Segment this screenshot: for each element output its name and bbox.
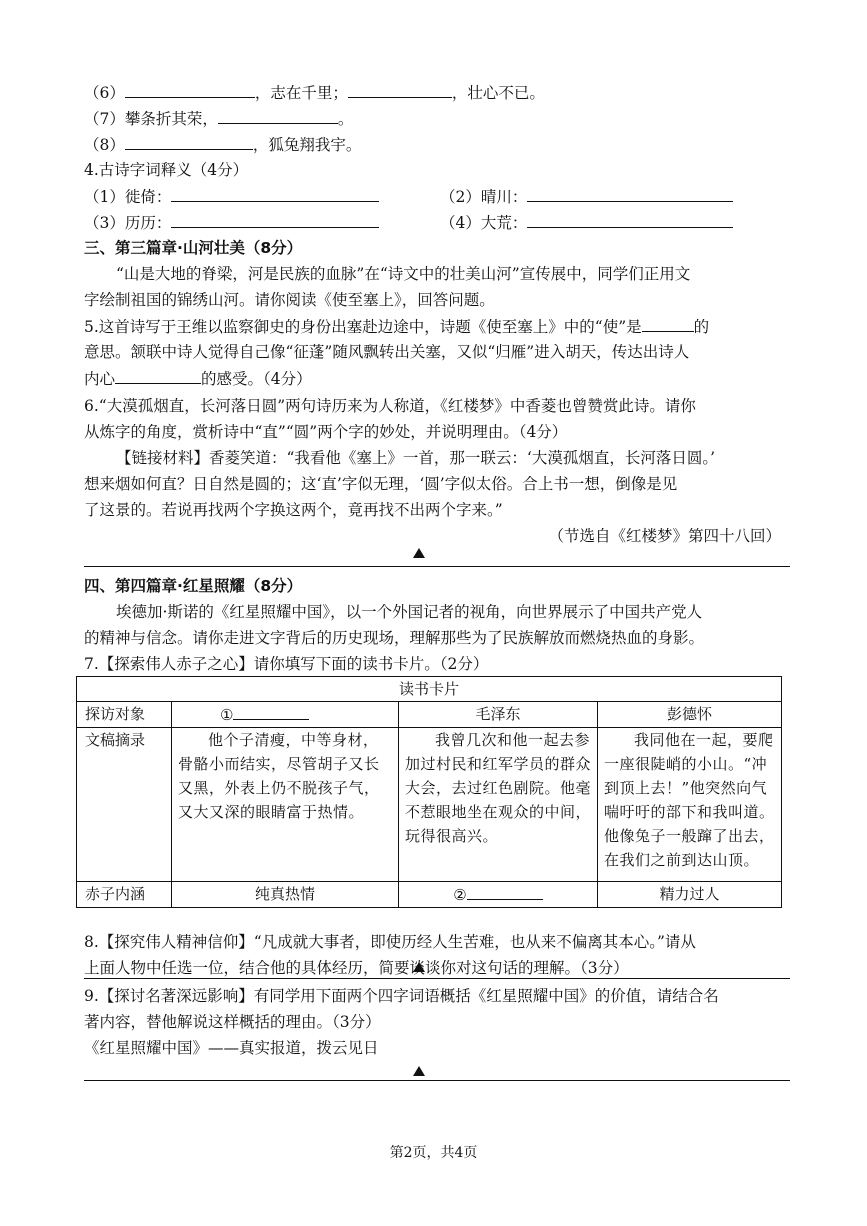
excerpt-cell: 我曾几次和他一起去参加过村民和红军学员的群众大会，去过红色剧院。他毫不惹眼地坐在观众的中间，玩得很高兴。 (399, 728, 598, 882)
q4-item-4: （4）大荒： (440, 210, 733, 235)
fill-item-7: （7）攀条折其荣， 。 (84, 106, 353, 131)
answer-marker-icon (413, 962, 425, 972)
excerpt-cell: 我同他在一起，要爬一座很陡峭的小山。“冲到顶上去！”他突然向气喘吁吁的部下和我叫道。他像兔子一般蹿了出去，在我们之前到达山顶。 (598, 728, 782, 882)
section3-intro-line: “山是大地的脊梁，河是民族的血脉”在“诗文中的壮美山河”宣传展中，同学们正用文 (116, 265, 691, 283)
answer-blank[interactable] (125, 80, 255, 98)
q6-line: 6.“大漠孤烟直，长河落日圆”两句诗历来为人称道，《红楼梦》中香菱也曾赞赏此诗。请你 (84, 397, 696, 415)
q5-line: 意思。颔联中诗人觉得自己像“征蓬”随风飘转出关塞，又似“归雁”进入胡天，传达出诗人 (84, 343, 690, 361)
answer-blank[interactable] (171, 184, 379, 202)
card-title: 读书卡片 (77, 677, 782, 702)
answer-blank[interactable] (467, 882, 543, 900)
person-cell: 毛泽东 (399, 702, 598, 728)
quality-cell: 纯真热情 (172, 882, 399, 908)
quality-cell[interactable]: ② (399, 882, 598, 908)
q9-line: 著内容，替他解说这样概括的理由。（3分） (84, 1013, 381, 1031)
answer-blank[interactable] (115, 366, 201, 384)
answer-marker-icon (413, 1066, 425, 1076)
person-cell: 彭德怀 (598, 702, 782, 728)
answer-blank[interactable] (171, 210, 379, 228)
q5-line: 内心 的感受。（4分） (84, 366, 312, 391)
row-label: 探访对象 (77, 702, 172, 728)
section3-intro-line: 字绘制祖国的锦绣山河。请你阅读《使至塞上》，回答问题。 (84, 291, 495, 309)
q4-item-1: （1）徙倚： (84, 184, 379, 209)
q8-line: 上面人物中任选一位，结合他的具体经历，简要谈谈你对这句话的理解。（3分） (84, 959, 629, 977)
q7-title: 7.【探索伟人赤子之心】请你填写下面的读书卡片。（2分） (84, 655, 489, 673)
answer-blank[interactable] (125, 132, 253, 150)
answer-blank[interactable] (233, 702, 309, 720)
answer-blank[interactable] (527, 184, 733, 202)
q9-line: 9.【探讨名著深远影响】有同学用下面两个四字词语概括《红星照耀中国》的价值，请结合名 (84, 987, 719, 1005)
section4-intro-line: 埃德加·斯诺的《红星照耀中国》，以一个外国记者的视角，向世界展示了中国共产党人 (116, 603, 703, 621)
answer-blank[interactable] (642, 314, 694, 332)
q9-line: 《红星照耀中国》——真实报道，拨云见日 (84, 1039, 379, 1057)
answer-line[interactable] (84, 1080, 790, 1081)
answer-line[interactable] (84, 566, 790, 567)
answer-blank[interactable] (527, 210, 733, 228)
answer-line[interactable] (84, 978, 790, 979)
q8-line: 8.【探究伟人精神信仰】“凡成就大事者，即使历经人生苦难，也从来不偏离其本心。”请从 (84, 933, 696, 951)
answer-marker-icon (413, 548, 425, 558)
answer-blank[interactable] (348, 80, 452, 98)
q5-line: 5.这首诗写于王维以监察御史的身份出塞赴边途中，诗题《使至塞上》中的“使”是 的 (84, 314, 709, 339)
link-material-line: 了这景的。若说再找两个字换这两个，竟再找不出两个字来。” (84, 501, 503, 519)
page-footer: 第2页，共4页 (389, 1145, 478, 1161)
row-label: 文稿摘录 (77, 728, 172, 882)
section4-intro-line: 的精神与信念。请你走进文字背后的历史现场，理解那些为了民族解放而燃烧热血的身影。 (84, 629, 705, 647)
section3-heading: 三、第三篇章·山河壮美（8分） (84, 239, 303, 257)
fill-item-6: （6） ，志在千里； ，壮心不已。 (84, 80, 545, 105)
q6-line: 从炼字的角度，赏析诗中“直”“圆”两个字的妙处，并说明理由。（4分） (84, 423, 568, 441)
section4-heading: 四、第四篇章·红星照耀（8分） (84, 577, 303, 595)
answer-blank[interactable] (218, 106, 338, 124)
q4-title: 4.古诗字词释义（4分） (84, 161, 249, 179)
person-cell[interactable]: ① (172, 702, 399, 728)
source-citation: （节选自《红楼梦》第四十八回） (548, 527, 781, 545)
q4-item-2: （2）晴川： (440, 184, 733, 209)
quality-cell: 精力过人 (598, 882, 782, 908)
row-label: 赤子内涵 (77, 882, 172, 908)
excerpt-cell: 他个子清瘦，中等身材，骨骼小而结实，尽管胡子又长又黑，外表上仍不脱孩子气，又大又深的眼睛富于热情。 (172, 728, 399, 882)
q4-item-3: （3）历历： (84, 210, 379, 235)
reading-card-table (76, 676, 782, 908)
link-material-line: 【链接材料】香菱笑道：“我看他《塞上》一首，那一联云：‘大漠孤烟直，长河落日圆。’ (116, 449, 716, 467)
fill-item-8: （8） ，狐兔翔我宇。 (84, 132, 361, 157)
link-material-line: 想来烟如何直？日自然是圆的；这‘直’字似无理，‘圆’字似太俗。合上书一想，倒像是见 (84, 475, 678, 493)
